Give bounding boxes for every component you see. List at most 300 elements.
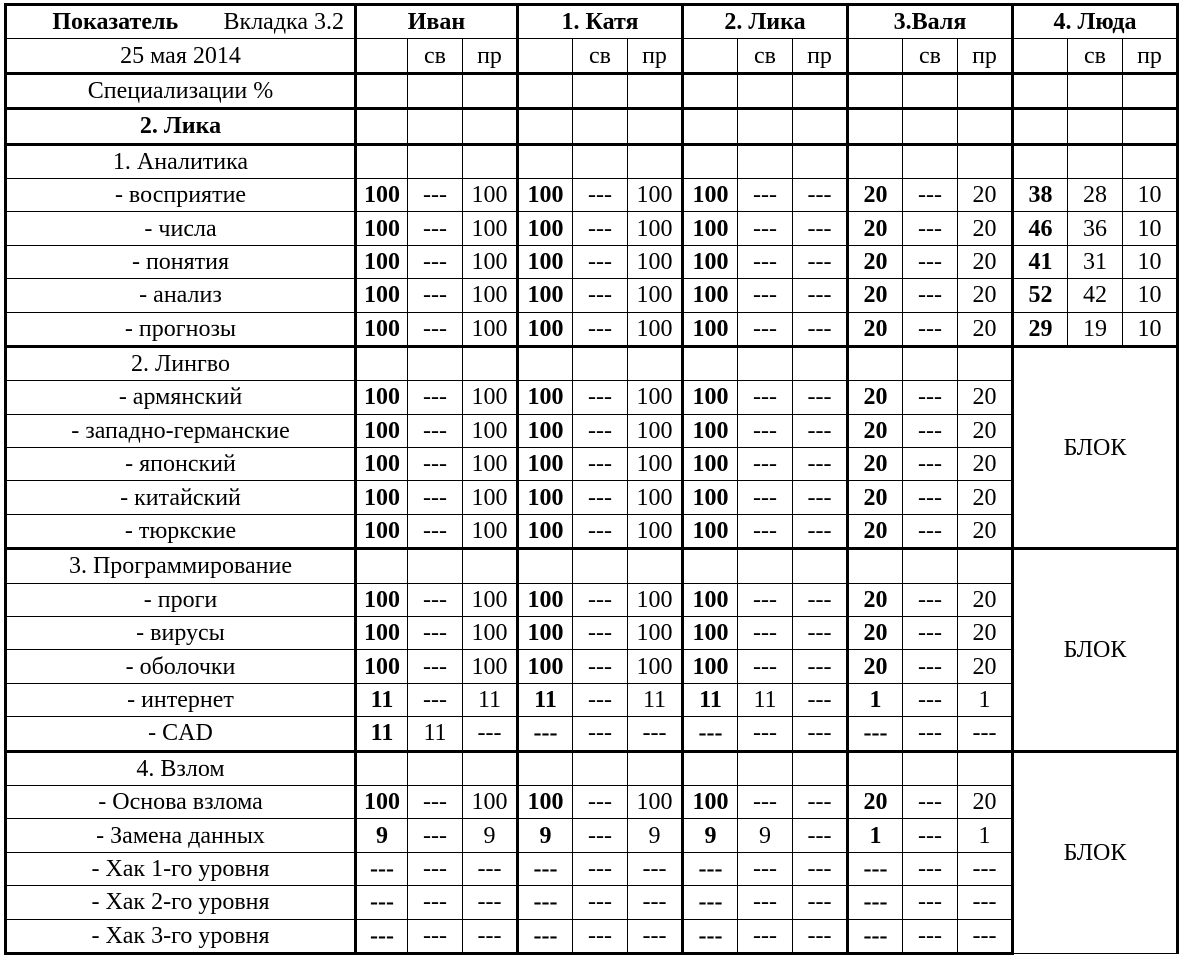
- empty-cell: [408, 144, 463, 178]
- value-cell: 11: [628, 683, 683, 716]
- value-cell: ---: [903, 312, 958, 346]
- value-cell: ---: [793, 650, 848, 683]
- value-cell: 100: [683, 312, 738, 346]
- value-cell: ---: [408, 279, 463, 312]
- value-cell: 20: [848, 245, 903, 278]
- empty-cell: [463, 144, 518, 178]
- value-cell: ---: [573, 617, 628, 650]
- value-cell: ---: [793, 245, 848, 278]
- header-title-cell: [6, 5, 356, 39]
- value-cell: 1: [848, 819, 903, 852]
- value-cell: ---: [408, 886, 463, 919]
- value-cell: ---: [793, 212, 848, 245]
- blok-cell: БЛОК: [1013, 751, 1178, 953]
- value-cell: 100: [463, 448, 518, 481]
- empty-cell: [573, 144, 628, 178]
- value-cell: ---: [573, 683, 628, 716]
- value-cell: ---: [628, 919, 683, 953]
- empty-cell: [958, 73, 1013, 108]
- value-cell: 20: [958, 650, 1013, 683]
- empty-cell: [1013, 144, 1068, 178]
- value-cell: ---: [903, 245, 958, 278]
- empty-cell: [903, 73, 958, 108]
- value-cell: 100: [356, 178, 408, 211]
- value-cell: ---: [573, 717, 628, 751]
- profile-row: [6, 109, 1178, 144]
- value-cell: ---: [356, 852, 408, 885]
- pr-subheader: пр: [1123, 39, 1178, 73]
- empty-cell: [738, 144, 793, 178]
- data-row: [6, 448, 1178, 481]
- value-cell: 100: [463, 245, 518, 278]
- value-cell: ---: [408, 785, 463, 818]
- value-cell: ---: [738, 852, 793, 885]
- value-cell: ---: [463, 886, 518, 919]
- value-cell: ---: [683, 919, 738, 953]
- value-cell: ---: [628, 717, 683, 751]
- value-cell: ---: [683, 886, 738, 919]
- value-cell: ---: [793, 717, 848, 751]
- blok-cell: БЛОК: [1013, 549, 1178, 751]
- skill-label: - китайский: [6, 481, 356, 514]
- value-cell: 1: [958, 683, 1013, 716]
- skill-label: - понятия: [6, 245, 356, 278]
- value-cell: ---: [408, 481, 463, 514]
- value-cell: 100: [463, 212, 518, 245]
- value-cell: 100: [518, 381, 573, 414]
- value-cell: ---: [408, 819, 463, 852]
- empty-cell: [793, 549, 848, 583]
- value-cell: 100: [683, 583, 738, 616]
- value-cell: 100: [683, 212, 738, 245]
- value-cell: 20: [848, 514, 903, 548]
- value-cell: 100: [356, 245, 408, 278]
- value-cell: 100: [518, 414, 573, 447]
- value-cell: ---: [793, 919, 848, 953]
- value-cell: 100: [518, 448, 573, 481]
- empty-cell: [848, 109, 903, 144]
- empty-cell: [463, 73, 518, 108]
- value-cell: 20: [848, 212, 903, 245]
- empty-cell: [573, 346, 628, 380]
- empty-cell: [793, 73, 848, 108]
- empty-cell: [683, 109, 738, 144]
- value-cell: ---: [903, 819, 958, 852]
- value-cell: 100: [356, 312, 408, 346]
- tab-label: Вкладка 3.2: [223, 9, 344, 36]
- sv-subheader: св: [1068, 39, 1123, 73]
- value-cell: 9: [738, 819, 793, 852]
- total-subheader: [683, 39, 738, 73]
- value-cell: 20: [848, 312, 903, 346]
- data-row: [6, 381, 1178, 414]
- empty-cell: [1068, 109, 1123, 144]
- value-cell: ---: [793, 785, 848, 818]
- value-cell: 11: [518, 683, 573, 716]
- empty-cell: [628, 73, 683, 108]
- value-cell: 100: [628, 481, 683, 514]
- value-cell: ---: [573, 514, 628, 548]
- empty-cell: [793, 109, 848, 144]
- value-cell: 100: [463, 279, 518, 312]
- value-cell: ---: [903, 617, 958, 650]
- value-cell: 20: [958, 414, 1013, 447]
- empty-cell: [903, 144, 958, 178]
- data-row: [6, 852, 1178, 885]
- skill-label: - CAD: [6, 717, 356, 751]
- value-cell: 20: [848, 650, 903, 683]
- value-cell: 20: [958, 212, 1013, 245]
- empty-cell: [958, 144, 1013, 178]
- value-cell: ---: [738, 312, 793, 346]
- value-cell: 100: [518, 617, 573, 650]
- person-header: 1. Катя: [518, 5, 683, 39]
- date-cell: 25 мая 2014: [6, 39, 356, 73]
- value-cell: ---: [793, 312, 848, 346]
- value-cell: ---: [903, 886, 958, 919]
- value-cell: 11: [738, 683, 793, 716]
- data-row: [6, 481, 1178, 514]
- value-cell: 100: [463, 414, 518, 447]
- empty-cell: [848, 144, 903, 178]
- empty-cell: [738, 346, 793, 380]
- value-cell: 100: [683, 481, 738, 514]
- empty-cell: [463, 109, 518, 144]
- empty-cell: [408, 751, 463, 785]
- value-cell: ---: [793, 683, 848, 716]
- value-cell: ---: [903, 448, 958, 481]
- value-cell: ---: [793, 381, 848, 414]
- skill-label: - Хак 3-го уровня: [6, 919, 356, 953]
- empty-cell: [1068, 144, 1123, 178]
- value-cell: 100: [518, 212, 573, 245]
- skill-label: - интернет: [6, 683, 356, 716]
- value-cell: ---: [903, 178, 958, 211]
- data-row: [6, 785, 1178, 818]
- value-cell: 36: [1068, 212, 1123, 245]
- value-cell: ---: [793, 886, 848, 919]
- value-cell: 100: [683, 381, 738, 414]
- value-cell: 100: [683, 178, 738, 211]
- section-title-row-label: 2. Лингво: [6, 346, 356, 380]
- value-cell: ---: [573, 650, 628, 683]
- blok-cell: БЛОК: [1013, 346, 1178, 548]
- value-cell: 100: [518, 583, 573, 616]
- value-cell: 10: [1123, 212, 1178, 245]
- empty-cell: [518, 109, 573, 144]
- value-cell: 100: [463, 514, 518, 548]
- value-cell: ---: [793, 514, 848, 548]
- value-cell: ---: [408, 178, 463, 211]
- empty-cell: [738, 109, 793, 144]
- value-cell: 20: [958, 481, 1013, 514]
- empty-cell: [1013, 109, 1068, 144]
- value-cell: 20: [958, 617, 1013, 650]
- value-cell: 100: [356, 279, 408, 312]
- data-row: [6, 414, 1178, 447]
- value-cell: 20: [848, 448, 903, 481]
- value-cell: ---: [408, 312, 463, 346]
- value-cell: ---: [848, 852, 903, 885]
- value-cell: 9: [683, 819, 738, 852]
- value-cell: ---: [738, 178, 793, 211]
- empty-cell: [848, 549, 903, 583]
- value-cell: ---: [738, 785, 793, 818]
- value-cell: ---: [903, 852, 958, 885]
- value-cell: 52: [1013, 279, 1068, 312]
- value-cell: ---: [573, 448, 628, 481]
- empty-cell: [463, 751, 518, 785]
- value-cell: ---: [793, 178, 848, 211]
- empty-cell: [356, 73, 408, 108]
- empty-cell: [1123, 144, 1178, 178]
- value-cell: ---: [408, 583, 463, 616]
- value-cell: ---: [356, 886, 408, 919]
- value-cell: 100: [628, 312, 683, 346]
- data-row: [6, 717, 1178, 751]
- value-cell: 38: [1013, 178, 1068, 211]
- empty-cell: [683, 346, 738, 380]
- value-cell: 100: [463, 583, 518, 616]
- empty-cell: [356, 144, 408, 178]
- empty-cell: [573, 73, 628, 108]
- data-row: [6, 650, 1178, 683]
- value-cell: 11: [408, 717, 463, 751]
- value-cell: ---: [573, 583, 628, 616]
- value-cell: ---: [793, 583, 848, 616]
- skill-label: - западно-германские: [6, 414, 356, 447]
- value-cell: 100: [683, 245, 738, 278]
- sv-subheader: св: [903, 39, 958, 73]
- value-cell: ---: [463, 852, 518, 885]
- value-cell: 100: [463, 178, 518, 211]
- value-cell: ---: [738, 886, 793, 919]
- data-row: [6, 178, 1178, 211]
- empty-cell: [793, 751, 848, 785]
- value-cell: ---: [738, 245, 793, 278]
- empty-cell: [1123, 109, 1178, 144]
- empty-cell: [356, 109, 408, 144]
- empty-cell: [1013, 73, 1068, 108]
- value-cell: 28: [1068, 178, 1123, 211]
- value-cell: 100: [683, 414, 738, 447]
- empty-cell: [848, 73, 903, 108]
- empty-cell: [356, 346, 408, 380]
- value-cell: ---: [573, 381, 628, 414]
- value-cell: ---: [903, 381, 958, 414]
- empty-cell: [408, 346, 463, 380]
- data-row: [6, 819, 1178, 852]
- value-cell: 11: [356, 683, 408, 716]
- skill-label: - проги: [6, 583, 356, 616]
- skill-label: - прогнозы: [6, 312, 356, 346]
- empty-cell: [903, 346, 958, 380]
- value-cell: 100: [628, 448, 683, 481]
- value-cell: ---: [848, 919, 903, 953]
- empty-cell: [683, 144, 738, 178]
- skill-label: - Замена данных: [6, 819, 356, 852]
- empty-cell: [628, 346, 683, 380]
- data-row: [6, 212, 1178, 245]
- value-cell: ---: [903, 481, 958, 514]
- value-cell: 100: [518, 785, 573, 818]
- value-cell: ---: [573, 886, 628, 919]
- section-title-row-label: 1. Аналитика: [6, 144, 356, 178]
- value-cell: ---: [408, 514, 463, 548]
- sv-subheader: св: [738, 39, 793, 73]
- value-cell: 100: [628, 617, 683, 650]
- value-cell: 46: [1013, 212, 1068, 245]
- total-subheader: [518, 39, 573, 73]
- value-cell: 10: [1123, 312, 1178, 346]
- value-cell: ---: [408, 683, 463, 716]
- value-cell: ---: [738, 717, 793, 751]
- skill-label: - восприятие: [6, 178, 356, 211]
- value-cell: ---: [683, 852, 738, 885]
- value-cell: 100: [463, 650, 518, 683]
- value-cell: ---: [738, 481, 793, 514]
- value-cell: 100: [628, 414, 683, 447]
- skill-label: - Хак 2-го уровня: [6, 886, 356, 919]
- value-cell: ---: [573, 481, 628, 514]
- sv-subheader: св: [408, 39, 463, 73]
- pr-subheader: пр: [628, 39, 683, 73]
- empty-cell: [518, 751, 573, 785]
- value-cell: ---: [573, 819, 628, 852]
- value-cell: 100: [518, 514, 573, 548]
- value-cell: 42: [1068, 279, 1123, 312]
- empty-cell: [573, 549, 628, 583]
- value-cell: ---: [408, 245, 463, 278]
- skill-label: - анализ: [6, 279, 356, 312]
- empty-cell: [356, 549, 408, 583]
- value-cell: 20: [848, 785, 903, 818]
- value-cell: ---: [793, 819, 848, 852]
- empty-cell: [463, 346, 518, 380]
- empty-cell: [408, 73, 463, 108]
- value-cell: ---: [958, 919, 1013, 953]
- empty-cell: [793, 144, 848, 178]
- value-cell: 20: [958, 312, 1013, 346]
- value-cell: 20: [848, 279, 903, 312]
- pr-subheader: пр: [793, 39, 848, 73]
- value-cell: ---: [573, 414, 628, 447]
- value-cell: 20: [848, 178, 903, 211]
- empty-cell: [683, 751, 738, 785]
- value-cell: 20: [958, 448, 1013, 481]
- value-cell: 100: [518, 312, 573, 346]
- value-cell: ---: [903, 919, 958, 953]
- section-title-row: [6, 346, 1178, 380]
- value-cell: ---: [738, 279, 793, 312]
- value-cell: 100: [683, 448, 738, 481]
- header-row-persons: [6, 5, 1178, 39]
- value-cell: 29: [1013, 312, 1068, 346]
- value-cell: 100: [356, 583, 408, 616]
- value-cell: ---: [958, 886, 1013, 919]
- value-cell: 100: [683, 279, 738, 312]
- value-cell: 100: [683, 785, 738, 818]
- value-cell: ---: [628, 886, 683, 919]
- pr-subheader: пр: [463, 39, 518, 73]
- value-cell: 100: [628, 178, 683, 211]
- value-cell: ---: [573, 312, 628, 346]
- profile-row-label: 2. Лика: [6, 109, 356, 144]
- value-cell: ---: [573, 178, 628, 211]
- value-cell: ---: [463, 919, 518, 953]
- value-cell: 100: [518, 279, 573, 312]
- indicator-label: Показатель: [52, 9, 179, 36]
- value-cell: 20: [958, 178, 1013, 211]
- value-cell: ---: [958, 852, 1013, 885]
- value-cell: ---: [903, 583, 958, 616]
- value-cell: 100: [628, 381, 683, 414]
- value-cell: 10: [1123, 279, 1178, 312]
- value-cell: 20: [848, 481, 903, 514]
- value-cell: 9: [463, 819, 518, 852]
- value-cell: 10: [1123, 245, 1178, 278]
- value-cell: ---: [793, 617, 848, 650]
- empty-cell: [958, 109, 1013, 144]
- value-cell: 1: [848, 683, 903, 716]
- empty-cell: [738, 73, 793, 108]
- value-cell: ---: [738, 212, 793, 245]
- empty-cell: [848, 751, 903, 785]
- section-title-row: [6, 549, 1178, 583]
- value-cell: 9: [356, 819, 408, 852]
- empty-cell: [628, 109, 683, 144]
- person-header: 3.Валя: [848, 5, 1013, 39]
- person-header: Иван: [356, 5, 518, 39]
- empty-cell: [463, 549, 518, 583]
- empty-cell: [683, 73, 738, 108]
- value-cell: 100: [356, 617, 408, 650]
- value-cell: ---: [738, 414, 793, 447]
- empty-cell: [793, 346, 848, 380]
- empty-cell: [1068, 73, 1123, 108]
- empty-cell: [1123, 73, 1178, 108]
- value-cell: ---: [903, 717, 958, 751]
- value-cell: ---: [408, 381, 463, 414]
- value-cell: 100: [518, 650, 573, 683]
- value-cell: ---: [738, 650, 793, 683]
- value-cell: 20: [848, 414, 903, 447]
- value-cell: 100: [463, 381, 518, 414]
- value-cell: ---: [848, 886, 903, 919]
- value-cell: 20: [958, 514, 1013, 548]
- empty-cell: [356, 751, 408, 785]
- empty-cell: [903, 549, 958, 583]
- value-cell: 19: [1068, 312, 1123, 346]
- value-cell: ---: [793, 481, 848, 514]
- empty-cell: [518, 73, 573, 108]
- skill-label: - армянский: [6, 381, 356, 414]
- section-title-row-label: 3. Программирование: [6, 549, 356, 583]
- skill-label: - Основа взлома: [6, 785, 356, 818]
- value-cell: ---: [903, 212, 958, 245]
- value-cell: 20: [958, 279, 1013, 312]
- value-cell: 100: [683, 650, 738, 683]
- value-cell: ---: [408, 617, 463, 650]
- value-cell: ---: [738, 514, 793, 548]
- empty-cell: [628, 144, 683, 178]
- total-subheader: [848, 39, 903, 73]
- value-cell: 100: [518, 245, 573, 278]
- value-cell: ---: [793, 852, 848, 885]
- value-cell: 41: [1013, 245, 1068, 278]
- value-cell: ---: [356, 919, 408, 953]
- empty-cell: [848, 346, 903, 380]
